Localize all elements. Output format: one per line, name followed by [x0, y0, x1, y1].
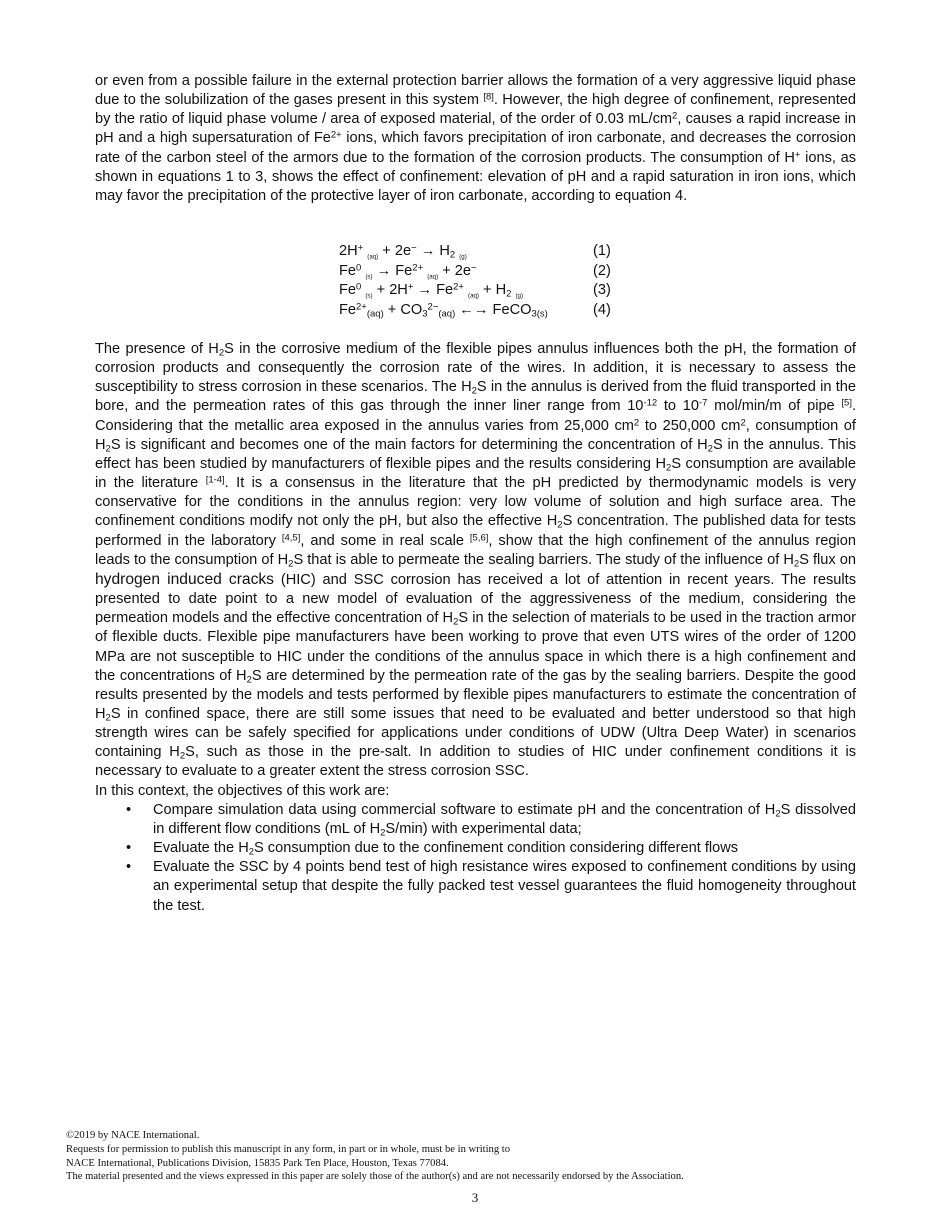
para1-text-b: . However, the high degree of confinement, represented by the ratio of liquid phase volume / area of exposed material, of the order of 0.03 mL/cm — [95, 92, 856, 128]
page-number: 3 — [471, 1190, 479, 1205]
equation-2-number: (2) — [593, 262, 611, 279]
footer-address: NACE International, Publications Division, 15835 Park Ten Place, Houston, Texas 77084. — [66, 1157, 449, 1169]
footer-copyright: ©2019 by NACE International. — [66, 1130, 200, 1141]
objective-text: Evaluate the $H_2S$ consumption due to the confinement condition considering different flows — [153, 840, 739, 858]
equation-1-number: (1) — [593, 243, 611, 259]
equation-4 — [339, 301, 611, 321]
objectives-list — [95, 801, 856, 916]
equations-block — [339, 242, 611, 320]
footer-disclaimer: The material presented and the views expressed in this paper are solely those of the author(s) and are not necessarily endorsed by the Association. — [66, 1171, 684, 1183]
equation-3-number: (3) — [593, 282, 611, 298]
para1-text-e: ions, as shown in equations 1 to 3, shows the effect of confinement: elevation of pH and a rapid saturation in iron ions, which may favor the precipitation of the protective layer of iron carbonate, according to equation 4. — [95, 149, 856, 204]
bullet-icon: • — [126, 840, 132, 857]
body-section — [95, 340, 856, 916]
para1-text-c: , causes a rapid increase in pH and a high supersaturation of Fe — [95, 111, 856, 147]
paragraph-confinement — [95, 72, 856, 206]
equation-2 — [339, 262, 611, 282]
equation-3 — [339, 281, 611, 301]
para1-text-d: ions, which favors precipitation of iron carbonate, and decreases the corrosion rate of the carbon steel of the armors due to the formation of the corrosion products. The consumption of H — [95, 130, 856, 166]
citation-ref: [8] — [483, 91, 494, 103]
paragraph-h2s-presence: The presence of $H_2S$ in the corrosive medium of the flexible pipes annulus influences both the pH, the formation of corrosion products and consequently the corrosion rate of the wires. In addition, it is necessary to assess the susceptibility to stress corrosion in these scenarios. The $H_2S$ in the annulus is derived from the fluid transported in the bore, and the permeation rates of this gas through the inner liner range from $10^{-12}$ to $10^{-7}$ mol/min/m of pipe [5]. Considering that the metallic area exposed in the annulus varies from 25,000 $cm^2$ to 250,000 $cm^2$, consumption of $H_2S$ is significant and becomes one of the main factors for determining the concentration of $H_2S$ in the annulus. This effect has been studied by manufacturers of flexible pipes and the results considering $H_2S$ consumption are available in the literature [1-4]. It is a consensus in the literature that the pH predicted by thermodynamic models is very conservative for the conditions in the annulus region: very low volume of solution and high surface area. The confinement conditions modify not only the pH, but also the effective $H_2S$ concentration. The published data for tests performed in the laboratory [4,5], and some in real scale [5,6], show that the high confinement of the annulus region leads to the consumption of $H_2S$ that is able to permeate the sealing barriers. The study of the influence of $H_2S$ flux on hydrogen induced cracks (HIC) and SSC corrosion has received a lot of attention in recent years. The results presented to date point to a new model of evaluation of the aggressiveness of the medium, considering the permeation models and the effective concentration of $H_2S$ in the selection of materials to be used in the traction armor of flexible ducts. Flexible pipe manufacturers have been working to prove that even UTS wires of the order of 1200 MPa are not susceptible to HIC under the conditions of the annulus space in which there is a high confinement and the concentrations of $H_2S$ are determined by the permeation rate of the gas by the sealing barriers. Despite the good results presented by the models and tests performed by flexible pipes manufacturers to estimate the concentration of $H_2S$ in confined space, there are still some issues that need to be evaluated and better understood so that high strength wires can be safely specified for applications under conditions of UDW (Ultra Deep Water) in scenarios containing $H_2S$, such as those in the pre-salt. In addition to studies of HIC under confinement conditions it is necessary to evaluate to a greater extent the stress corrosion SSC. — [95, 341, 857, 780]
superscript: 2 — [672, 110, 678, 122]
list-item — [95, 801, 856, 839]
equation-4-expression: $Fe^{2+}_{(aq)} + CO_3^{2-}_{(aq)}$ ←→ FeCO$_{3(s)}$ — [339, 300, 548, 319]
page-footer — [66, 1129, 684, 1184]
equation-4-number: (4) — [593, 301, 611, 318]
equation-1 — [339, 242, 611, 262]
superscript: 2+ — [330, 129, 342, 141]
equation-2-expression: Fe$^0$ $_{_{(s)}} \to Fe^{2+}$ $_{_{(aq)}}$ + 2e− — [339, 261, 477, 281]
list-item — [95, 839, 856, 858]
equation-1-expression: 2H+ $_{_{(aq)}} + 2e^- \to H_2$ $_{_{(g)}}$ — [339, 242, 467, 261]
equation-3-expression: Fe$^0$ $_{_{(s)}} + 2H^+ \to Fe^{2+}$ $_{_{(aq)}} + H_2$ $_{_{(g)}}$ — [339, 281, 524, 300]
objective-text: Compare simulation data using commercial software to estimate pH and the concentration of $H_2S$ dissolved in different flow conditions (mL of $H_2S/\min$) with experimental data; — [153, 801, 856, 839]
objective-text: Evaluate the SSC by 4 points bend test of high resistance wires exposed to confinement conditions by using an experimental setup that despite the fully packed test vessel guarantees the fluid homogeneity throughout the test. — [153, 859, 856, 914]
footer-permission: Requests for permission to publish this manuscript in any form, in part or in whole, must be in writing to — [66, 1143, 511, 1155]
list-item — [95, 858, 856, 915]
para1-text-a: or even from a possible failure in the external protection barrier allows the formation of a very aggressive liquid phase due to the solubilization of the gases present in this system — [95, 73, 856, 109]
bullet-icon: • — [126, 859, 132, 876]
objectives-intro: In this context, the objectives of this work are: — [95, 782, 390, 799]
bullet-icon: • — [126, 801, 132, 818]
superscript: + — [794, 148, 801, 160]
